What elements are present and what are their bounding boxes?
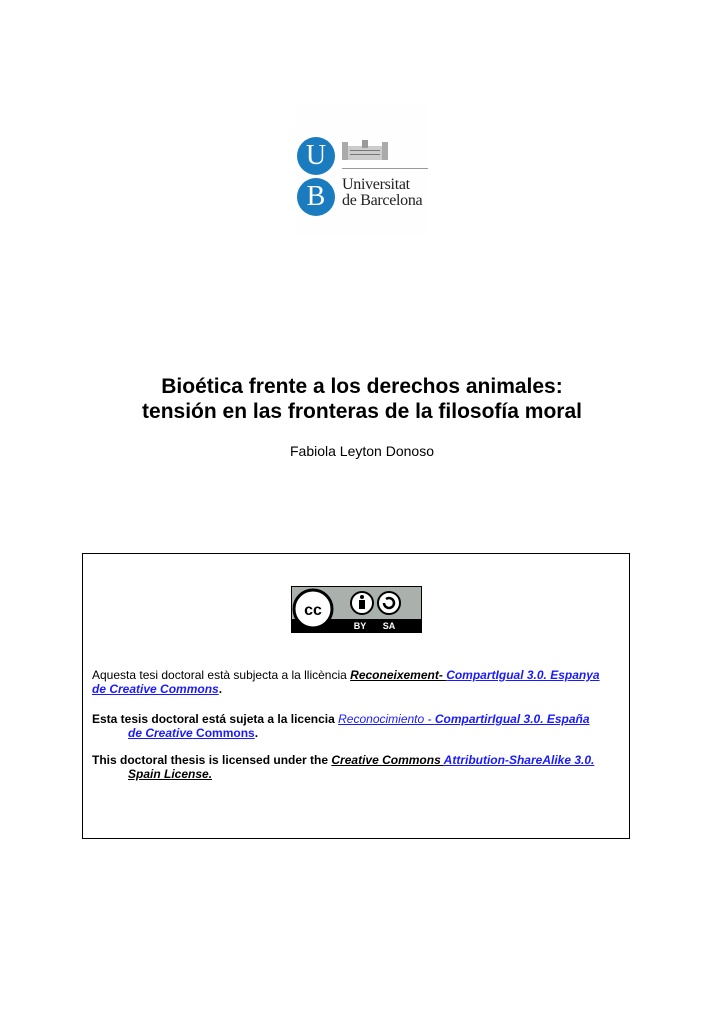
logo-u-circle: U bbox=[297, 137, 335, 175]
license-link[interactable]: de Creative bbox=[128, 726, 193, 740]
license-catalan bbox=[92, 668, 620, 696]
thesis-title-line1: Bioética frente a los derechos animales: bbox=[161, 375, 563, 398]
share-alike-icon bbox=[378, 592, 400, 614]
sa-label: SA bbox=[382, 621, 396, 631]
punctuation: . bbox=[218, 682, 223, 696]
cc-by-sa-badge[interactable] bbox=[291, 586, 422, 633]
logo-name-line2: de Barcelona bbox=[342, 192, 423, 209]
punctuation: . bbox=[254, 726, 259, 740]
license-text: Aquesta tesi doctoral està subjecta a la llicència bbox=[92, 668, 351, 682]
logo-name-line1: Universitat bbox=[342, 176, 410, 193]
cc-icon: cc bbox=[304, 602, 322, 619]
license-text: Esta tesis doctoral está sujeta a la licencia bbox=[92, 712, 339, 726]
license-link[interactable]: Spain License. bbox=[128, 767, 213, 781]
license-box bbox=[82, 553, 630, 839]
author-name: Fabiola Leyton Donoso bbox=[290, 443, 434, 459]
license-link[interactable]: Commons bbox=[192, 726, 255, 740]
license-link[interactable]: de Creative Commons bbox=[92, 682, 219, 696]
license-link[interactable]: Reconeixement- bbox=[350, 668, 447, 682]
license-text: This doctoral thesis is licensed under the bbox=[92, 753, 332, 767]
license-spanish bbox=[92, 712, 620, 740]
license-link[interactable]: Attribution-ShareAlike 3.0. bbox=[443, 753, 595, 767]
university-logo bbox=[296, 104, 428, 234]
license-link[interactable]: Creative Commons bbox=[331, 753, 444, 767]
logo-b-circle: B bbox=[297, 178, 335, 216]
license-english bbox=[92, 753, 620, 781]
license-link[interactable]: CompartirIgual 3.0. España bbox=[434, 712, 590, 726]
logo-divider bbox=[342, 168, 428, 169]
thesis-title-line2: tensión en las fronteras de la filosofía moral bbox=[142, 400, 582, 423]
building-icon bbox=[342, 140, 388, 160]
license-link[interactable]: CompartIgual 3.0. Espanya bbox=[446, 668, 600, 682]
license-link[interactable]: Reconocimiento - bbox=[338, 712, 435, 726]
by-label: BY bbox=[353, 621, 367, 631]
